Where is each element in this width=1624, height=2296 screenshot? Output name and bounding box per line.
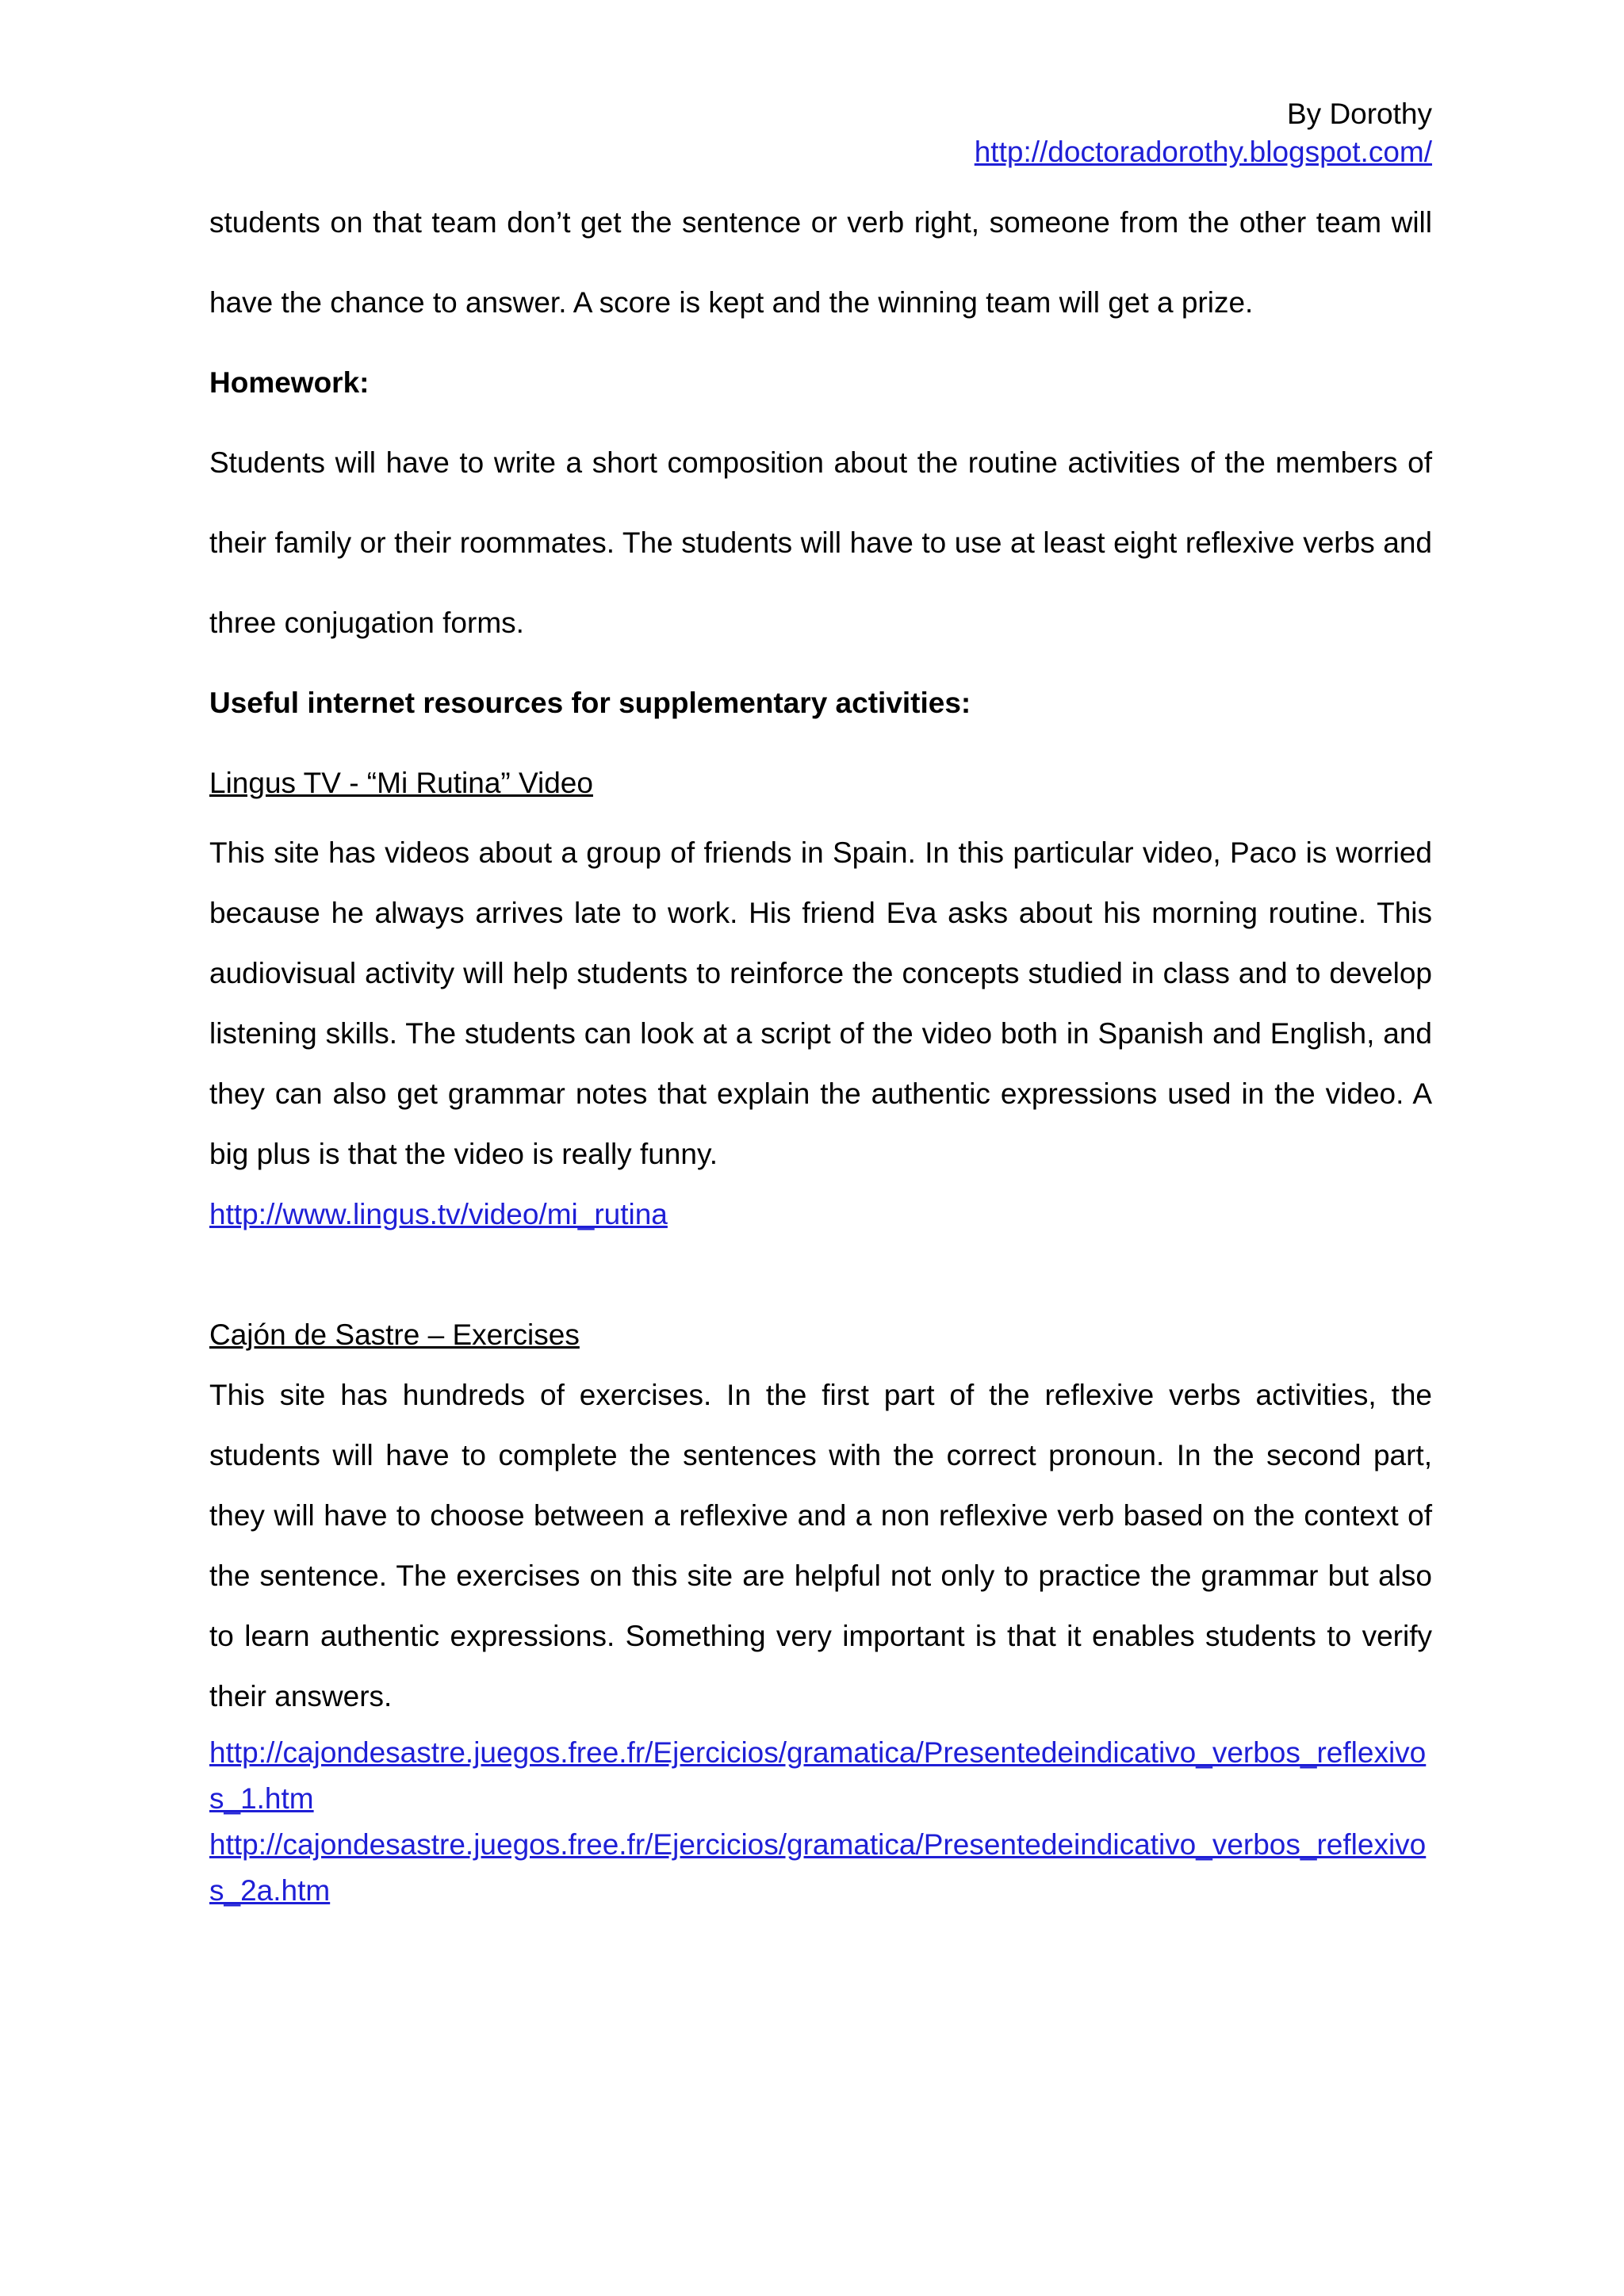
- resource-description: This site has hundreds of exercises. In the first part of the reflexive verbs activities, the students will have to complete the sentences with the correct pronoun. In the second part, they will have to choose between a reflexive and a non reflexive verb based on the context of the sentence. The exercises on this site are helpful not only to practice the grammar but also to learn authentic expressions. Something very important is that it enables students to verify their answers.: [209, 1379, 1432, 1712]
- homework-paragraph: Students will have to write a short composition about the routine activities of the members of their family or their roommates. The students will have to use at least eight reflexive verbs and three conjugation forms.: [209, 446, 1432, 639]
- homework-heading: Homework:: [209, 366, 370, 399]
- resource-link[interactable]: http://www.lingus.tv/video/mi_rutina: [209, 1198, 668, 1230]
- resource-cajon: [209, 1305, 1432, 1914]
- intro-paragraph: students on that team don’t get the sentence or verb right, someone from the other team will have the chance to answer. A score is kept and the winning team will get a prize.: [209, 206, 1432, 319]
- resource-title: Cajón de Sastre – Exercises: [209, 1318, 580, 1351]
- resource-description: This site has videos about a group of friends in Spain. In this particular video, Paco is worried because he always arrives late to work. His friend Eva asks about his morning routine. This audiovisual activity will help students to reinforce the concepts studied in class and to develop listening skills. The students can look at a script of the video both in Spanish and English, and they can also get grammar notes that explain the authentic expressions used in the video. A big plus is that the video is really funny.: [209, 836, 1432, 1170]
- resources-heading: Useful internet resources for supplementary activities:: [209, 687, 971, 719]
- resource-lingus: [209, 743, 1432, 1245]
- author-line: By Dorothy: [1286, 98, 1432, 130]
- spacer: [209, 1245, 1432, 1305]
- page-header: [975, 95, 1432, 171]
- document-body: [209, 182, 1432, 1914]
- resource-link[interactable]: http://cajondesastre.juegos.free.fr/Ejercicios/gramatica/Presentedeindicativo_verbos_reflexivos_1.htm: [209, 1736, 1427, 1815]
- resource-link[interactable]: http://cajondesastre.juegos.free.fr/Ejercicios/gramatica/Presentedeindicativo_verbos_reflexivos_2a.htm: [209, 1828, 1427, 1907]
- blog-link[interactable]: http://doctoradorothy.blogspot.com/: [974, 136, 1432, 168]
- resource-title: Lingus TV - “Mi Rutina” Video: [209, 767, 593, 799]
